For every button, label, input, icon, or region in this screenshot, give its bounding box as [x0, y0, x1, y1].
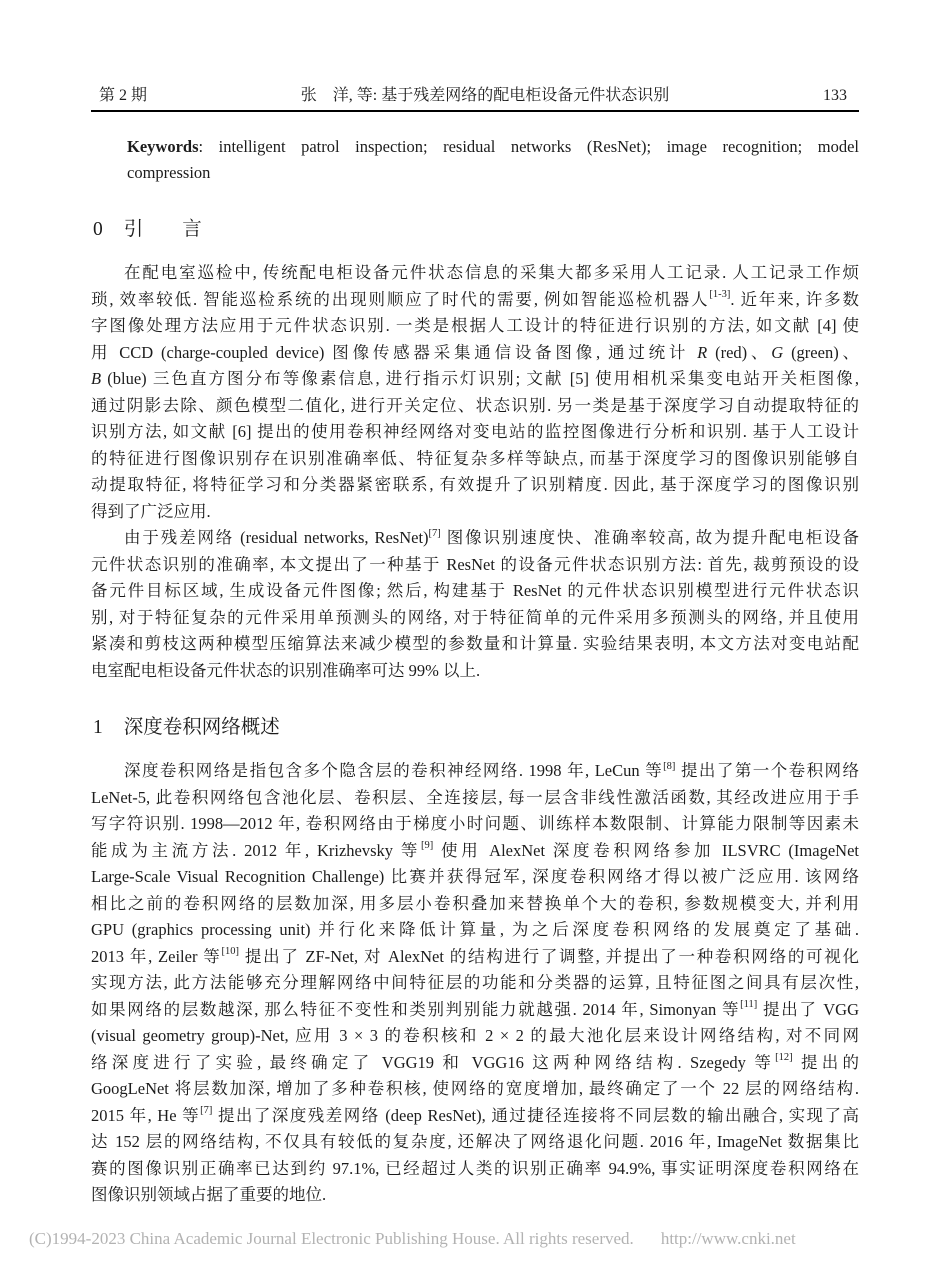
text-line: 能成为主流方法. 2012 年, Krizhevsky 等[9] 使用 AlexNet 深度卷积网络参加 ILSVRC (ImageNet — [91, 840, 859, 860]
text-line: 备元件目标区域, 生成设备元件图像; 然后, 构建基于 ResNet 的元件状态识别模型进行元件状态识 — [91, 581, 859, 600]
text-line: 赛的图像识别正确率已达到约 97.1%, 已经超过人类的识别正确率 94.9%, 事实证明深度卷积网络在 — [91, 1158, 859, 1178]
paragraph — [91, 525, 859, 684]
page-footer — [29, 1228, 796, 1250]
page-content — [91, 0, 859, 1209]
text-line: Keywords: intelligent patrol inspection; residual networks (ResNet); image recognition; model — [127, 137, 859, 156]
text-line: 的特征进行图像识别存在识别准确率低、特征复杂多样等缺点, 而基于深度学习的图像识别能够自 — [91, 448, 859, 468]
text-line: 2013 年, Zeiler 等[10] 提出了 ZF-Net, 对 AlexNet 的结构进行了调整, 并提出了一种卷积网络的可视化 — [91, 946, 859, 966]
text-line: 由于残差网络 (residual networks, ResNet)[7] 图像识别速度快、准确率较高, 故为提升配电柜设备 — [124, 527, 859, 547]
text-line: 得到了广泛应用. — [91, 501, 211, 521]
text-line: 络深度进行了实验, 最终确定了 VGG19 和 VGG16 这两种网络结构. Szegedy 等[12] 提出的 — [91, 1052, 859, 1072]
text-line: 字图像处理方法应用于元件状态识别. 一类是根据人工设计的特征进行识别的方法, 如文献 [4] 使 — [91, 316, 859, 335]
text-line: 在配电室巡检中, 传统配电柜设备元件状态信息的采集大都多采用人工记录. 人工记录工作烦 — [124, 263, 859, 282]
text-line: Large-Scale Visual Recognition Challenge) 比赛并获得冠军, 深度卷积网络才得以被广泛应用. 该网络 — [91, 867, 859, 886]
text-line: 相比之前的卷积网络的层数加深, 用多层小卷积叠加来替换单个大的卷积, 参数规模变大, 并利用 — [91, 893, 859, 913]
text-line: 达 152 层的网络结构, 不仅具有较低的复杂度, 还解决了网络退化问题. 2016 年, ImageNet 数据集比 — [91, 1132, 859, 1151]
text-line: (visual geometry group)-Net, 应用 3 × 3 的卷积核和 2 × 2 的最大池化层来设计网络结构, 对不同网 — [91, 1026, 859, 1045]
journal-issue: 第 2 期 — [99, 87, 148, 104]
section-1-heading — [93, 715, 859, 741]
text-line: 如果网络的层数越深, 那么特征不变性和类别判别能力就越强. 2014 年, Simonyan 等[11] 提出了 VGG — [91, 999, 859, 1019]
section-1-number: 1 — [93, 717, 103, 738]
text-line: B (blue) 三色直方图分布等像素信息, 进行指示灯识别; 文献 [5] 使用相机采集变电站开关柜图像, — [91, 369, 859, 388]
section-deep-cnn-overview — [91, 715, 859, 1209]
text-line: GPU (graphics processing unit) 并行化来降低计算量, 为之后深度卷积网络的发展奠定了基础. — [91, 920, 859, 939]
text-line: 实现方法, 此方法能够充分理解网络中间特征层的功能和分类器的运算, 且特征图之间具有层次性, — [91, 973, 859, 992]
text-line: 用 CCD (charge-coupled device) 图像传感器采集通信设备图像, 通过统计 R (red)、G (green)、 — [91, 342, 859, 362]
running-title: 张 洋, 等: 基于残差网络的配电柜设备元件状态识别 — [300, 87, 670, 104]
paragraph — [91, 758, 859, 1209]
text-line: compression — [127, 163, 211, 182]
text-line: 深度卷积网络是指包含多个隐含层的卷积神经网络. 1998 年, LeCun 等[8] 提出了第一个卷积网络 — [124, 760, 859, 780]
text-line: LeNet-5, 此卷积网络包含池化层、卷积层、全连接层, 每一层含非线性激活函数, 其经改进应用于手 — [91, 787, 859, 807]
text-line: 2015 年, He 等[7] 提出了深度残差网络 (deep ResNet), 通过捷径连接将不同层数的输出融合, 实现了高 — [91, 1105, 859, 1125]
copyright-text: (C)1994-2023 China Academic Journal Electronic Publishing House. All rights reserved. — [29, 1229, 634, 1248]
section-0-heading — [93, 217, 859, 243]
section-1-title: 深度卷积网络概述 — [123, 717, 280, 738]
text-line: 紧凑和剪枝这两种模型压缩算法来减少模型的参数量和计算量. 实验结果表明, 本文方法对变电站配 — [91, 634, 860, 653]
text-line: 电室配电柜设备元件状态的识别准确率可达 99% 以上. — [91, 660, 481, 680]
text-line: 别, 对于特征复杂的元件采用单预测头的网络, 对于特征简单的元件采用多预测头的网络, 并且使用 — [91, 607, 859, 627]
text-line: 通过阴影去除、颜色模型二值化, 进行开关定位、状态识别. 另一类是基于深度学习自动提取特征的 — [91, 395, 859, 415]
text-line: 动提取特征, 将特征学习和分类器紧密联系, 有效提升了识别精度. 因此, 基于深度学习的图像识别 — [91, 475, 859, 494]
section-introduction — [91, 217, 859, 684]
section-1-body — [91, 758, 859, 1209]
text-line: 琐, 效率较低. 智能巡检系统的出现则顺应了时代的需要, 例如智能巡检机器人[1-3]. 近年来, 许多数 — [91, 289, 859, 309]
text-line: GoogLeNet 将层数加深, 增加了多种卷积核, 使网络的宽度增加, 最终确定了一个 22 层的网络结构. — [91, 1079, 859, 1098]
page-number: 133 — [823, 87, 847, 104]
section-0-title: 引 言 — [123, 219, 202, 240]
footer-url: http://www.cnki.net — [660, 1229, 796, 1248]
text-line: 元件状态识别的准确率, 本文提出了一种基于 ResNet 的设备元件状态识别方法: 首先, 裁剪预设的设 — [91, 554, 859, 574]
section-0-body — [91, 260, 859, 684]
section-0-number: 0 — [93, 219, 103, 240]
page-header — [91, 0, 859, 112]
text-line: 图像识别领域占据了重要的地位. — [91, 1185, 327, 1204]
text-line: 写字符识别. 1998—2012 年, 卷积网络由于梯度小时问题、训练样本数限制、计算能力限制等因素未 — [91, 814, 859, 833]
text-line: 识别方法, 如文献 [6] 提出的使用卷积神经网络对变电站的监控图像进行分析和识别. 基于人工设计 — [91, 422, 859, 441]
keywords-block — [91, 134, 859, 186]
paragraph — [91, 260, 859, 525]
